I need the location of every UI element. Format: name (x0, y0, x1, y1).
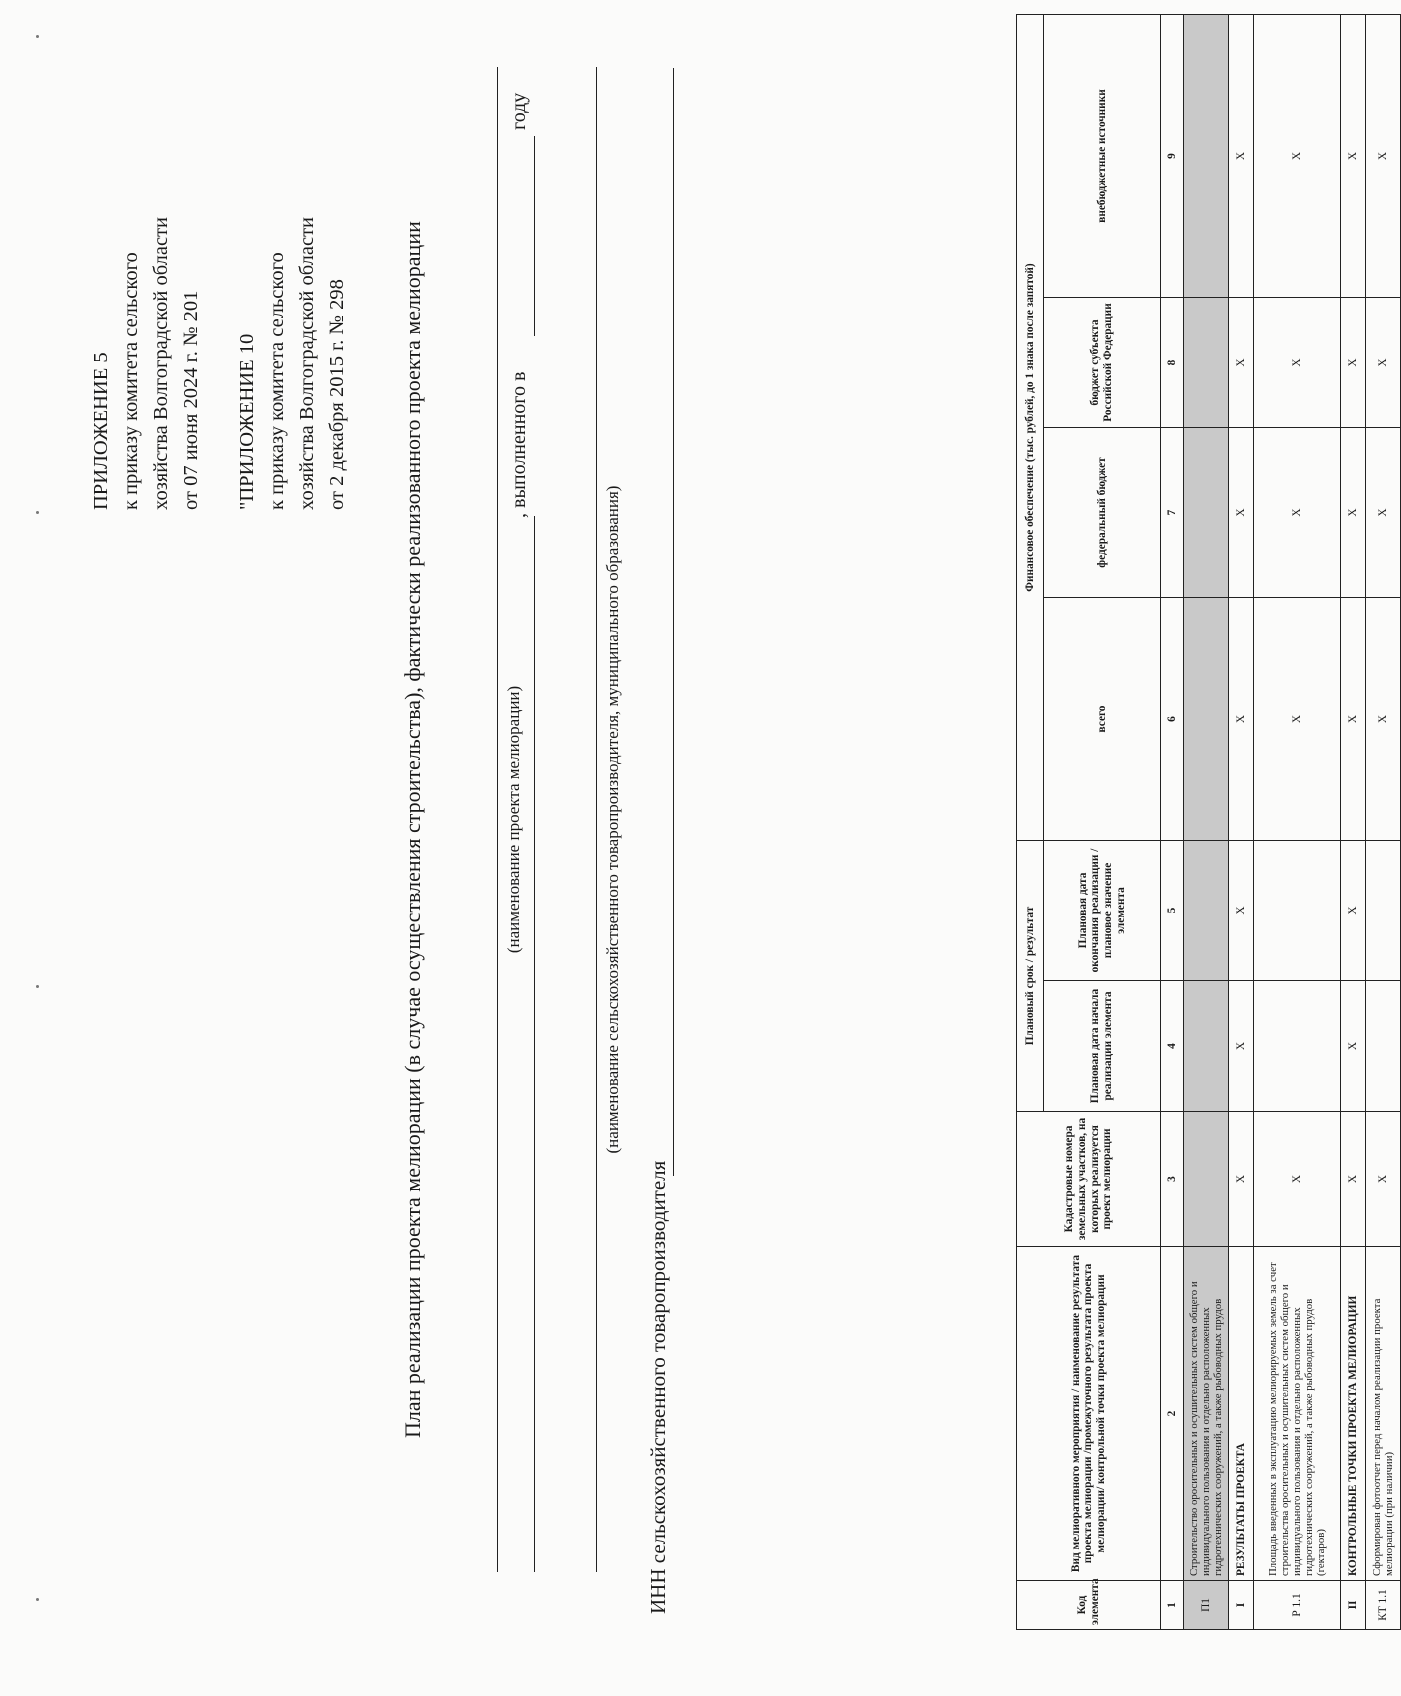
scan-mark (36, 35, 39, 38)
row-cell (1184, 598, 1229, 841)
row-cell: X (1254, 15, 1341, 298)
row-code: Р 1.1 (1254, 1581, 1341, 1630)
row-cell (1184, 15, 1229, 298)
appendix-line: "ПРИЛОЖЕНИЕ 10 (236, 333, 258, 510)
row-cell: X (1366, 428, 1401, 598)
appendix-line: к приказу комитета сельского (120, 252, 142, 510)
row-cell: X (1254, 298, 1341, 428)
row-cell (1366, 841, 1401, 981)
year-label: году (508, 92, 530, 130)
row-code: КТ 1.1 (1366, 1581, 1401, 1630)
row-cell: X (1229, 981, 1254, 1112)
appendix-line: ПРИЛОЖЕНИЕ 5 (90, 352, 112, 510)
table-row (1184, 15, 1229, 1630)
row-name: КОНТРОЛЬНЫЕ ТОЧКИ ПРОЕКТА МЕЛИОРАЦИИ (1341, 1247, 1366, 1581)
row-cell: X (1366, 15, 1401, 298)
row-name: Строительство оросительных и осушительных систем общего и индивидуального пользования и отдельно расположенных гидротехнических сооружений, а также рыбоводных прудов (1184, 1247, 1229, 1581)
row-name: Сформирован фотоотчет перед началом реализации проекта мелиорации (при наличии) (1366, 1247, 1401, 1581)
row-cell: X (1341, 841, 1366, 981)
table-row (1366, 15, 1401, 1630)
year-line (534, 136, 535, 336)
row-name: Площадь введенных в эксплуатацию мелиорируемых земель за счет строительства оросительных и осушительных систем общего и индивидуального пользования и отдельно расположенных гидротехнических сооружений, а также рыбоводных прудов (гектаров) (1254, 1247, 1341, 1581)
row-cell: X (1366, 1112, 1401, 1247)
header-start: Плановая дата начала реализации элемента (1044, 981, 1161, 1112)
row-cell (1254, 981, 1341, 1112)
scan-mark (36, 1598, 39, 1601)
row-cell: X (1229, 1112, 1254, 1247)
column-number: 1 (1161, 1581, 1184, 1630)
row-cell: X (1229, 841, 1254, 981)
row-cell (1184, 981, 1229, 1112)
row-cell: X (1341, 428, 1366, 598)
scan-mark (36, 985, 39, 988)
row-cell: X (1254, 1112, 1341, 1247)
column-number: 9 (1161, 15, 1184, 298)
row-code: I (1229, 1581, 1254, 1630)
appendix-current (86, 217, 206, 510)
header-extra: внебюджетные источники (1044, 15, 1161, 298)
inn-line (673, 68, 674, 1176)
document-title: План реализации проекта мелиорации (в случае осуществления строительства), фактически реализованного проекта мелиорации (400, 221, 425, 1438)
row-cell: X (1229, 15, 1254, 298)
table-row (1341, 15, 1366, 1630)
appendix-previous (232, 217, 352, 510)
table-row (1229, 15, 1254, 1630)
project-name-caption: (наименование проекта мелиорации) (504, 685, 523, 954)
row-cell (1184, 298, 1229, 428)
header-regional: бюджет субъекта Российской Федерации (1044, 298, 1161, 428)
row-name: РЕЗУЛЬТАТЫ ПРОЕКТА (1229, 1247, 1254, 1581)
project-name-line (497, 67, 498, 1572)
row-cell: X (1229, 298, 1254, 428)
row-cell (1184, 1112, 1229, 1247)
row-cell: X (1254, 598, 1341, 841)
column-number: 3 (1161, 1112, 1184, 1247)
row-cell (1184, 841, 1229, 981)
header-cadastral: Кадастровые номера земельных участков, на которых реализуется проект мелиорации (1017, 1112, 1161, 1247)
appendix-line: хозяйства Волгоградской области (296, 216, 318, 510)
header-schedule-group: Плановый срок / результат (1017, 841, 1044, 1112)
appendix-line: от 07 июня 2024 г. № 201 (180, 290, 202, 510)
scan-mark (36, 511, 39, 514)
executed-in-label: , выполненного в (508, 371, 530, 518)
row-cell: X (1341, 598, 1366, 841)
appendix-line: от 2 декабря 2015 г. № 298 (326, 279, 348, 510)
row-cell: X (1341, 981, 1366, 1112)
row-code: II (1341, 1581, 1366, 1630)
row-cell: X (1366, 598, 1401, 841)
row-cell: X (1341, 1112, 1366, 1247)
column-number: 5 (1161, 841, 1184, 981)
row-code: П1 (1184, 1581, 1229, 1630)
row-cell: X (1229, 598, 1254, 841)
row-cell: X (1341, 298, 1366, 428)
header-federal: федеральный бюджет (1044, 428, 1161, 598)
row-cell (1366, 981, 1401, 1112)
column-number: 2 (1161, 1247, 1184, 1581)
column-number: 6 (1161, 598, 1184, 841)
producer-caption: (наименование сельскохозяйственного товаропроизводителя, муниципального образования) (603, 485, 622, 1154)
row-cell (1254, 841, 1341, 981)
row-cell (1184, 428, 1229, 598)
header-finance-group: Финансовое обеспечение (тыс. рублей, до 1 знака после запятой) (1017, 15, 1044, 841)
row-cell: X (1229, 428, 1254, 598)
header-end: Плановая дата окончания реализации / плановое значение элемента (1044, 841, 1161, 981)
appendix-line: хозяйства Волгоградской области (150, 216, 172, 510)
column-number-row (1161, 15, 1184, 1630)
header-code: Код элемента (1017, 1581, 1161, 1630)
producer-line (596, 67, 597, 1572)
appendix-line: к приказу комитета сельского (266, 252, 288, 510)
project-name-line-2 (534, 516, 535, 1572)
column-number: 8 (1161, 298, 1184, 428)
header-row-1 (1017, 15, 1044, 1630)
column-number: 7 (1161, 428, 1184, 598)
column-number: 4 (1161, 981, 1184, 1112)
row-cell: X (1366, 298, 1401, 428)
row-cell: X (1341, 15, 1366, 298)
header-type: Вид мелиоративного мероприятия / наименование результата проекта мелиорации /промежуточного результата проекта мелиорации/ контрольной точки проекта мелиорации (1017, 1247, 1161, 1581)
plan-table (1016, 14, 1401, 1630)
row-cell: X (1254, 428, 1341, 598)
table-row (1254, 15, 1341, 1630)
header-total: всего (1044, 598, 1161, 841)
inn-label: ИНН сельскохозяйственного товаропроизводителя (646, 1160, 670, 1614)
